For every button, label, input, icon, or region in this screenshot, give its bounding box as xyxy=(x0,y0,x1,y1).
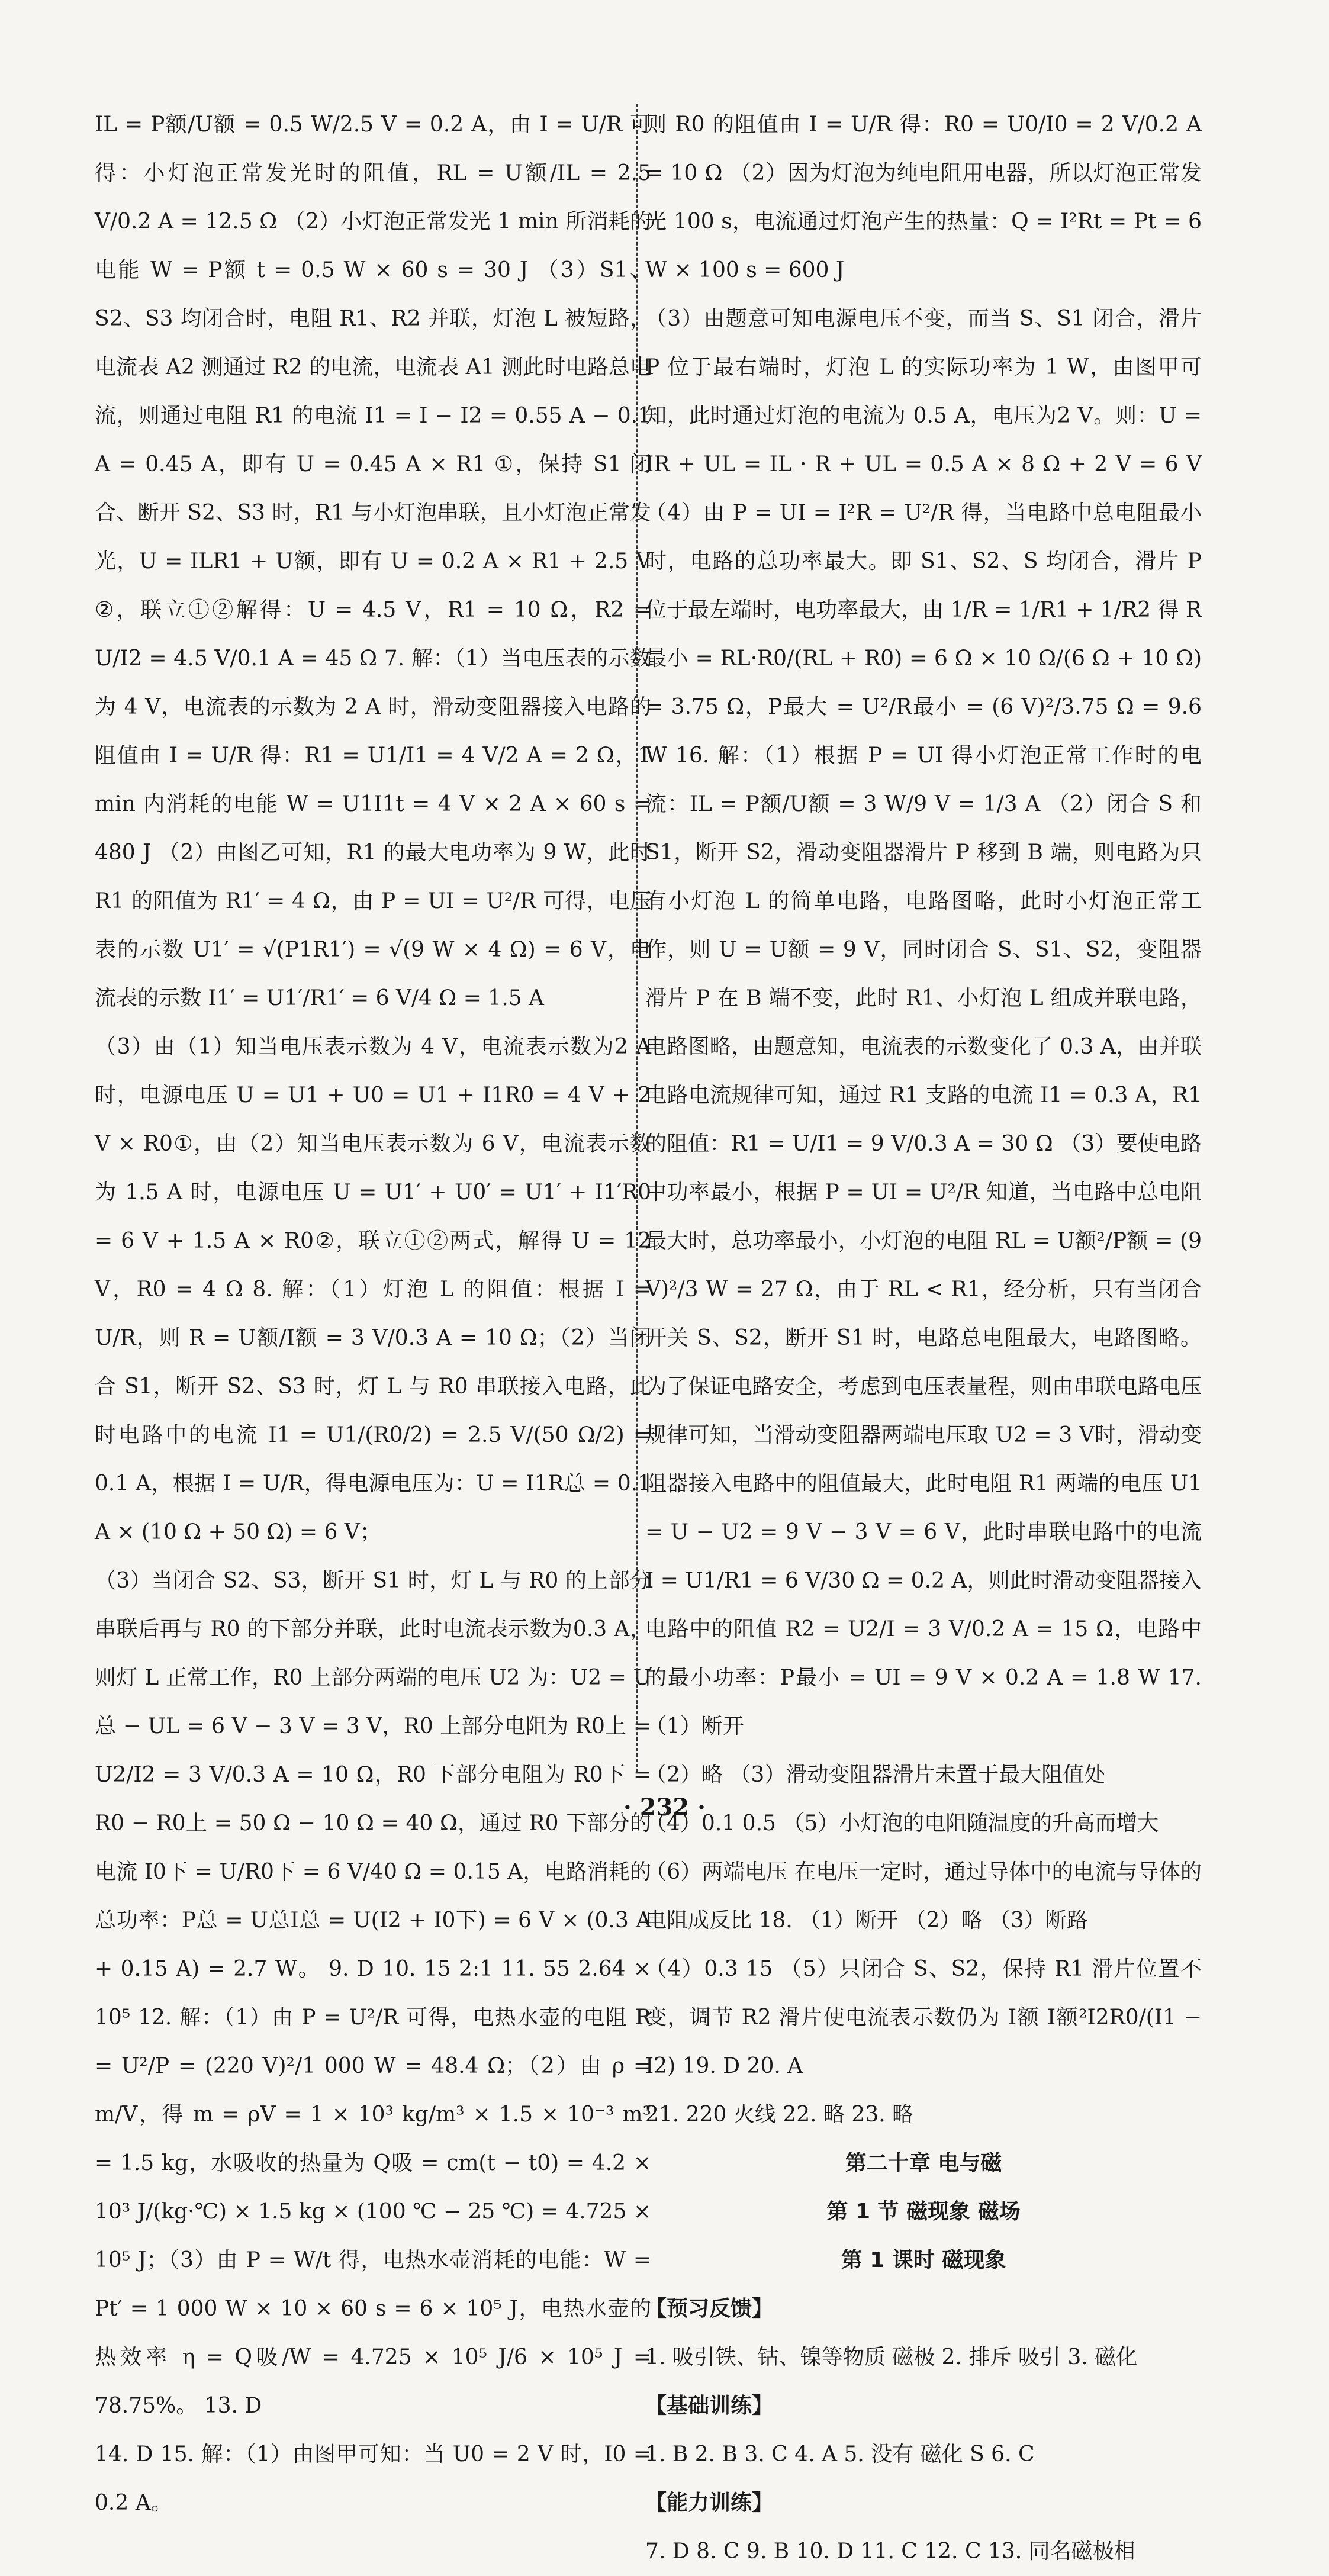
section-label: 【基础训练】 xyxy=(645,2394,774,2418)
right-paragraph-5: （6）两端电压 在电压一定时，通过导体中的电流与导体的电阻成反比 18. （1）断开 （2）略 （3）断路 xyxy=(645,1860,1202,1933)
right-paragraph-7: 21. 220 火线 22. 略 23. 略 xyxy=(645,2102,914,2127)
section-preview-answers: 1. 吸引铁、钴、镍等物质 磁极 2. 排斥 吸引 3. 磁化 xyxy=(645,2345,1138,2369)
right-column xyxy=(645,101,1202,2576)
section-basic-answers: 1. B 2. B 3. C 4. A 5. 没有 磁化 S 6. C xyxy=(645,2442,1035,2466)
section-basic-label xyxy=(645,2382,1202,2430)
section-ability-label xyxy=(645,2479,1202,2527)
chapter-title: 第二十章 电与磁 xyxy=(845,2151,1002,2175)
left-paragraph-2: （3）由（1）知当电压表示数为 4 V，电流表示数为2 A时，电源电压 U = U1 + U0 = U1 + I1R0 = 4 V + 2 V × R0①，由（2）知当电压表示数为 6 V，电流表示数为 1.5 A 时，电源电压 U = U1′ + U0′ = U1′ + I1′R0 = 6 V + 1.5 A × R0②，联立①②两式，解得 U = 12 V，R0 = 4 Ω 8. 解：（1）灯泡 L 的阻值：根据 I = U/R，则 R = U额/I额 = 3 V/0.3 A = 10 Ω；（2）当闭合 S1，断开 S2、S3 时，灯 L 与 R0 串联接入电路，此时电路中的电流 I1 = U1/(R0/2) = 2.5 V/(50 Ω/2) = 0.1 A，根据 I = U/R，得电源电压为：U = I1R总 = 0.1 A × (10 Ω + 50 Ω) = 6 V； xyxy=(95,1035,651,1544)
left-column xyxy=(95,101,651,2527)
right-paragraph-3: （2）略 （3）滑动变阻器滑片未置于最大阻值处 xyxy=(645,1763,1106,1787)
right-paragraph-4: （4）0.1 0.5 （5）小灯泡的电阻随温度的升高而增大 xyxy=(645,1811,1159,1836)
section-label: 【预习反馈】 xyxy=(645,2297,774,2321)
page-number: · 232 · xyxy=(623,1793,706,1821)
lesson-title: 第 1 课时 磁现象 xyxy=(841,2248,1006,2272)
left-paragraph-4: 14. D 15. 解：（1）由图甲可知：当 U0 = 2 V 时，I0 = 0.2 A。 xyxy=(95,2442,651,2515)
section-title: 第 1 节 磁现象 磁场 xyxy=(826,2200,1021,2224)
left-paragraph-1: IL = P额/U额 = 0.5 W/2.5 V = 0.2 A，由 I = U/R 可得：小灯泡正常发光时的阻值，RL = U额/IL = 2.5 V/0.2 A = 12.5 Ω （2）小灯泡正常发光 1 min 所消耗的电能 W = P额 t = 0.5 W × 60 s = 30 J （3）S1、S2、S3 均闭合时，电阻 R1、R2 并联，灯泡 L 被短路，电流表 A2 测通过 R2 的电流，电流表 A1 测此时电路总电流，则通过电阻 R1 的电流 I1 = I − I2 = 0.55 A − 0.1 A = 0.45 A，即有 U = 0.45 A × R1 ①，保持 S1 闭合、断开 S2、S3 时，R1 与小灯泡串联，且小灯泡正常发光，U = ILR1 + U额，即有 U = 0.2 A × R1 + 2.5 V ②，联立①②解得：U = 4.5 V，R1 = 10 Ω，R2 = U/I2 = 4.5 V/0.1 A = 45 Ω 7. 解：（1）当电压表的示数为 4 V，电流表的示数为 2 A 时，滑动变阻器接入电路的阻值由 I = U/R 得：R1 = U1/I1 = 4 V/2 A = 2 Ω，1 min 内消耗的电能 W = U1I1t = 4 V × 2 A × 60 s = 480 J （2）由图乙可知，R1 的最大电功率为 9 W，此时 R1 的阻值为 R1′ = 4 Ω，由 P = UI = U²/R 可得，电压表的示数 U1′ = √(P1R1′) = √(9 W × 4 Ω) = 6 V，电流表的示数 I1′ = U1′/R1′ = 6 V/4 Ω = 1.5 A xyxy=(95,112,651,1010)
section-ability-answers: 7. D 8. C 9. B 10. D 11. C 12. C 13. 同名磁极相 xyxy=(645,2539,1135,2564)
right-paragraph-2: （3）由题意可知电源电压不变，而当 S、S1 闭合，滑片 P 位于最右端时，灯泡 L 的实际功率为 1 W，由图甲可知，此时通过灯泡的电流为 0.5 A，电压为2 V。则：U = IR + UL = IL · R + UL = 0.5 A × 8 Ω + 2 V = 6 V （4）由 P = UI = I²R = U²/R 得，当电路中总电阻最小时，电路的总功率最大。即 S1、S2、S 均闭合，滑片 P 位于最左端时，电功率最大，由 1/R = 1/R1 + 1/R2 得 R最小 = RL·R0/(RL + R0) = 6 Ω × 10 Ω/(6 Ω + 10 Ω) = 3.75 Ω，P最大 = U²/R最小 = (6 V)²/3.75 Ω = 9.6 W 16. 解：（1）根据 P = UI 得小灯泡正常工作时的电流：IL = P额/U额 = 3 W/9 V = 1/3 A （2）闭合 S 和 S1，断开 S2，滑动变阻器滑片 P 移到 B 端，则电路为只有小灯泡 L 的简单电路，电路图略，此时小灯泡正常工作，则 U = U额 = 9 V，同时闭合 S、S1、S2，变阻器滑片 P 在 B 端不变，此时 R1、小灯泡 L 组成并联电路，电路图略，由题意知，电流表的示数变化了 0.3 A，由并联电路电流规律可知，通过 R1 支路的电流 I1 = 0.3 A，R1 的阻值：R1 = U/I1 = 9 V/0.3 A = 30 Ω （3）要使电路中功率最小，根据 P = UI = U²/R 知道，当电路中总电阻最大时，总功率最小，小灯泡的电阻 RL = U额²/P额 = (9 V)²/3 W = 27 Ω，由于 RL < R1，经分析，只有当闭合开关 S、S2，断开 S1 时，电路总电阻最大，电路图略。为了保证电路安全，考虑到电压表量程，则由串联电路电压规律可知，当滑动变阻器两端电压取 U2 = 3 V时，滑动变阻器接入电路中的阻值最大，此时电阻 R1 两端的电压 U1 = U − U2 = 9 V − 3 V = 6 V，此时串联电路中的电流 I = U1/R1 = 6 V/30 Ω = 0.2 A，则此时滑动变阻器接入电路中的阻值 R2 = U2/I = 3 V/0.2 A = 15 Ω，电路中的最小功率：P最小 = UI = 9 V × 0.2 A = 1.8 W 17. （1）断开 xyxy=(645,307,1202,1738)
section-preview-label xyxy=(645,2285,1202,2333)
right-paragraph-1: 则 R0 的阻值由 I = U/R 得：R0 = U0/I0 = 2 V/0.2 A = 10 Ω （2）因为灯泡为纯电阻用电器，所以灯泡正常发光 100 s，电流通过灯泡产生的热量：Q = I²Rt = Pt = 6 W × 100 s = 600 J xyxy=(645,112,1202,282)
left-paragraph-3: （3）当闭合 S2、S3，断开 S1 时，灯 L 与 R0 的上部分串联后再与 R0 的下部分并联，此时电流表示数为0.3 A，则灯 L 正常工作，R0 上部分两端的电压 U2 为：U2 = U总 − UL = 6 V − 3 V = 3 V，R0 上部分电阻为 R0上 = U2/I2 = 3 V/0.3 A = 10 Ω，R0 下部分电阻为 R0下 = R0 − R0上 = 50 Ω − 10 Ω = 40 Ω，通过 R0 下部分的电流 I0下 = U/R0下 = 6 V/40 Ω = 0.15 A，电路消耗的总功率：P总 = U总I总 = U(I2 + I0下) = 6 V × (0.3 A + 0.15 A) = 2.7 W。 9. D 10. 15 2:1 11. 55 2.64 × 10⁵ 12. 解：（1）由 P = U²/R 可得，电热水壶的电阻 R = U²/P = (220 V)²/1 000 W = 48.4 Ω；（2）由 ρ = m/V，得 m = ρV = 1 × 10³ kg/m³ × 1.5 × 10⁻³ m³ = 1.5 kg，水吸收的热量为 Q吸 = cm(t − t0) = 4.2 × 10³ J/(kg·℃) × 1.5 kg × (100 ℃ − 25 ℃) = 4.725 × 10⁵ J；（3）由 P = W/t 得，电热水壶消耗的电能：W = Pt′ = 1 000 W × 10 × 60 s = 6 × 10⁵ J，电热水壶的热效率 η = Q吸/W = 4.725 × 10⁵ J/6 × 10⁵ J = 78.75%。 13. D xyxy=(95,1569,651,2418)
right-paragraph-6: （4）0.3 15 （5）只闭合 S、S2，保持 R1 滑片位置不变，调节 R2 滑片使电流表示数仍为 I额 I额²I2R0/(I1 − I2) 19. D 20. A xyxy=(645,1957,1202,2078)
section-label: 【能力训练】 xyxy=(645,2491,774,2515)
column-divider xyxy=(636,104,638,1773)
